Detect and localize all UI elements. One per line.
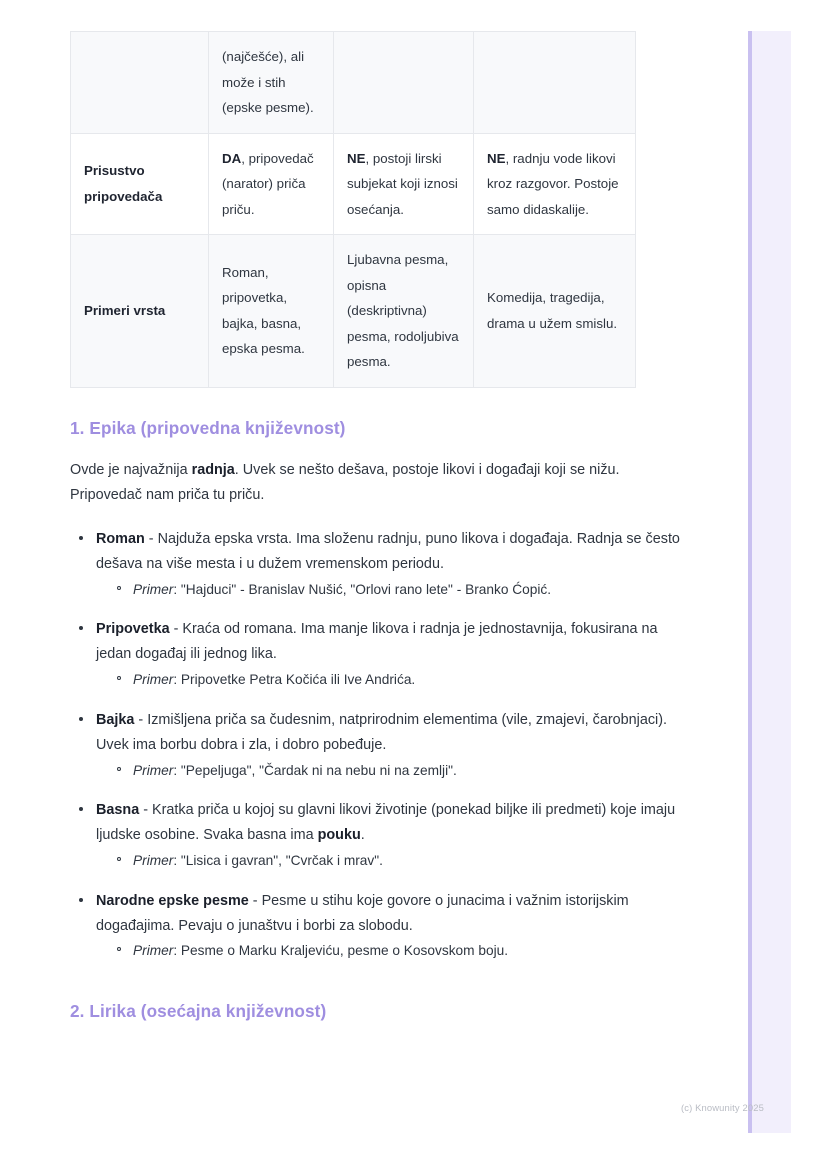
list-item-term: Bajka — [96, 711, 135, 728]
list-item — [0, 889, 748, 963]
bullet-circle-icon — [117, 947, 121, 951]
example-text: : "Lisica i gavran", "Cvrčak i mrav". — [173, 853, 383, 869]
literary-genres-comparison-table — [70, 31, 636, 388]
bullet-disc-icon — [79, 626, 83, 630]
list-item-example — [133, 578, 688, 602]
table-cell-drama — [474, 32, 636, 134]
epika-types-list — [0, 527, 748, 963]
list-item-description: - Kraća od romana. Ima manje likova i radnja je jednostavnija, fokusirana na jedan događaj ili jednog lika. — [96, 621, 658, 663]
list-item-example — [133, 668, 688, 692]
intro-emphasis: radnja — [191, 461, 235, 478]
bullet-disc-icon — [79, 717, 83, 721]
bullet-disc-icon — [79, 898, 83, 902]
list-item-term: Basna — [96, 802, 140, 819]
table-cell-epika: Roman, pripovetka, bajka, basna, epska pesma. — [209, 235, 334, 388]
table-rowhead-cell: Prisustvo pripovedača — [71, 133, 209, 235]
intro-text-after: . Uvek se nešto dešava, postoje likovi i događaji koji se nižu. Pripovedač nam priča tu priču. — [70, 461, 620, 504]
example-label: Primer — [133, 672, 174, 688]
example-label: Primer — [133, 853, 174, 869]
bullet-circle-icon — [117, 586, 121, 590]
list-item — [0, 708, 748, 782]
table-cell-drama: Komedija, tragedija, drama u užem smislu. — [474, 235, 636, 388]
right-side-rail[interactable] — [748, 31, 791, 1133]
table-row — [71, 133, 636, 235]
example-label: Primer — [133, 943, 174, 959]
example-label: Primer — [133, 762, 174, 778]
cell-emphasis: NE — [487, 150, 506, 166]
list-item-description: - Pesme u stihu koje govore o junacima i važnim istorijskim događajima. Pevaju o junaštvu i borbi za slobodu. — [96, 892, 629, 934]
section-heading-epika: 1. Epika (pripovedna književnost) — [70, 417, 346, 438]
table-row — [71, 235, 636, 388]
example-text: : Pripovetke Petra Kočića ili Ive Andrića. — [173, 672, 416, 688]
list-item-lead — [96, 889, 680, 939]
cell-emphasis: DA — [222, 150, 242, 166]
cell-text: , pripovedač (narator) priča priču. — [222, 150, 314, 217]
list-item-term: Roman — [96, 530, 145, 547]
list-item-term: Narodne epske pesme — [96, 892, 249, 909]
list-item-lead — [96, 617, 680, 667]
example-label: Primer — [133, 581, 174, 597]
list-item — [0, 527, 748, 601]
list-item-description: - Najduža epska vrsta. Ima složenu radnju, puno likova i događaja. Radnja se često dešava na više mesta i u dužem vremenskom periodu. — [96, 530, 680, 572]
table-cell-drama — [474, 133, 636, 235]
example-text: : "Hajduci" - Branislav Nušić, "Orlovi rano lete" - Branko Ćopić. — [173, 581, 552, 597]
bullet-circle-icon — [117, 857, 121, 861]
list-item-description-emphasis: pouku — [317, 827, 361, 844]
list-item-example — [133, 849, 688, 873]
cell-text: , radnju vode likovi kroz razgovor. Postoje samo didaskalije. — [487, 150, 619, 217]
table-cell-epika — [209, 133, 334, 235]
list-item-description: - Kratka priča u kojoj su glavni likovi životinje (ponekad biljke ili predmeti) koje imaju ljudske osobine. Svaka basna ima — [96, 802, 676, 844]
comparison-table-wrapper — [70, 31, 635, 388]
bullet-disc-icon — [79, 807, 83, 811]
table-rowhead-cell — [71, 32, 209, 134]
table-row — [71, 32, 636, 134]
list-item-example — [133, 939, 688, 963]
list-item-example — [133, 759, 688, 783]
footer-credit: (c) Knowunity 2025 — [681, 1102, 764, 1113]
table-cell-epika: (najčešće), ali može i stih (epske pesme). — [209, 32, 334, 134]
list-item — [0, 617, 748, 691]
bullet-circle-icon — [117, 767, 121, 771]
cell-text: , postoji lirski subjekat koji iznosi osećanja. — [347, 150, 458, 217]
example-text: : "Pepeljuga", "Čardak ni na nebu ni na zemlji". — [173, 762, 457, 778]
cell-emphasis: NE — [347, 150, 366, 166]
bullet-disc-icon — [79, 536, 83, 540]
epika-intro-paragraph — [70, 458, 678, 509]
table-rowhead-cell: Primeri vrsta — [71, 235, 209, 388]
list-item-description: - Izmišljena priča sa čudesnim, natprirodnim elementima (vile, zmajevi, čarobnjaci). Uvek ima borbu dobra i zla, i dobro pobeđuje. — [96, 711, 668, 753]
bullet-circle-icon — [117, 676, 121, 680]
table-cell-lirika — [334, 133, 474, 235]
example-text: : Pesme o Marku Kraljeviću, pesme o Kosovskom boju. — [173, 943, 509, 959]
table-cell-lirika — [334, 32, 474, 134]
list-item — [0, 798, 748, 872]
intro-text-before: Ovde je najvažnija — [70, 461, 192, 478]
list-item-lead — [96, 527, 680, 577]
list-item-lead — [96, 708, 680, 758]
table-cell-lirika: Ljubavna pesma, opisna (deskriptivna) pesma, rodoljubiva pesma. — [334, 235, 474, 388]
list-item-description-tail: . — [360, 827, 365, 844]
list-item-term: Pripovetka — [96, 621, 170, 638]
section-heading-lirika: 2. Lirika (osećajna književnost) — [70, 1000, 327, 1021]
list-item-lead — [96, 798, 680, 848]
